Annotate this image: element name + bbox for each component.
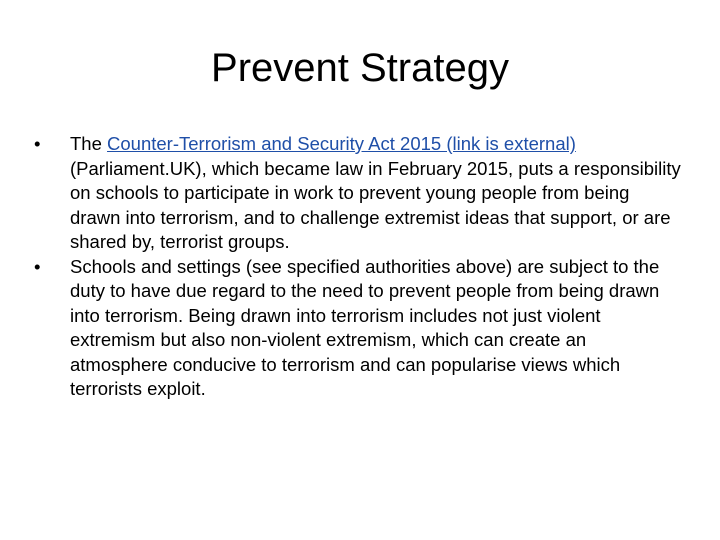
bullet-icon: • — [34, 255, 41, 277]
bullet-text-prefix: The — [70, 133, 108, 154]
bullet-text-suffix: (Parliament.UK), which became law in February 2015, puts a responsibility on schools to participate in work to prevent young people from being drawn into terrorism, and to challenge extremist ideas that support, or are shared by, terrorist groups. — [70, 157, 681, 252]
bullet-text: Schools and settings (see specified authorities above) are subject to the duty to have due regard to the need to prevent people from being drawn into terrorism. Being drawn into terrorism includes not just violent extremism but also non-violent extremism, which can create an atmosphere conducive to terrorism and can popularise views which terrorists exploit. — [70, 255, 660, 399]
slide-title: Prevent Strategy — [211, 46, 509, 90]
act-link[interactable]: Counter-Terrorism and Security Act 2015 (link is external) — [107, 133, 576, 154]
bullet-item — [34, 255, 684, 402]
bullet-item — [34, 132, 684, 255]
bullet-list — [34, 132, 684, 402]
bullet-icon: • — [34, 133, 41, 154]
